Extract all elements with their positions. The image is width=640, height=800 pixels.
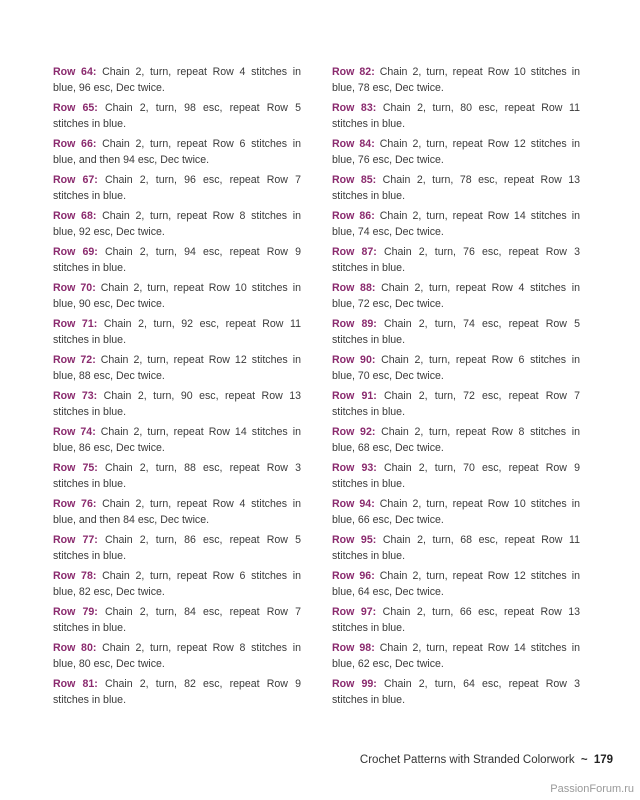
row-instruction [332, 208, 580, 240]
row-label: Row 72: [53, 354, 96, 366]
row-text: Chain 2, turn, 90 esc, repeat Row 13 stitches in blue. [53, 390, 302, 418]
right-column [332, 64, 580, 712]
row-text: Chain 2, turn, repeat Row 4 stitches in blue, and then 84 esc, Dec twice. [53, 498, 301, 526]
row-text: Chain 2, turn, repeat Row 6 stitches in blue, 70 esc, Dec twice. [332, 354, 580, 382]
row-instruction [332, 244, 580, 276]
row-text: Chain 2, turn, repeat Row 10 stitches in blue, 78 esc, Dec twice. [332, 66, 580, 94]
row-label: Row 65: [53, 102, 98, 114]
row-text: Chain 2, turn, 74 esc, repeat Row 5 stitches in blue. [332, 318, 580, 346]
row-text: Chain 2, turn, repeat Row 8 stitches in blue, 68 esc, Dec twice. [332, 426, 580, 454]
row-label: Row 88: [332, 282, 376, 294]
row-instruction [53, 352, 301, 384]
row-label: Row 74: [53, 426, 96, 438]
row-text: Chain 2, turn, repeat Row 14 stitches in blue, 74 esc, Dec twice. [332, 210, 580, 238]
row-text: Chain 2, turn, 76 esc, repeat Row 3 stitches in blue. [332, 246, 580, 274]
row-instruction [53, 172, 301, 204]
row-text: Chain 2, turn, repeat Row 10 stitches in blue, 66 esc, Dec twice. [332, 498, 580, 526]
row-instruction [53, 676, 301, 708]
row-label: Row 80: [53, 642, 97, 654]
row-instruction [53, 604, 301, 636]
row-text: Chain 2, turn, 80 esc, repeat Row 11 stitches in blue. [332, 102, 580, 130]
row-label: Row 86: [332, 210, 375, 222]
book-title: Crochet Patterns with Stranded Colorwork [359, 754, 575, 766]
row-text: Chain 2, turn, repeat Row 6 stitches in blue, and then 94 esc, Dec twice. [53, 138, 301, 166]
row-label: Row 90: [332, 354, 376, 366]
row-label: Row 82: [332, 66, 375, 78]
row-text: Chain 2, turn, 82 esc, repeat Row 9 stitches in blue. [53, 678, 301, 706]
row-instruction [332, 352, 580, 384]
row-text: Chain 2, turn, repeat Row 8 stitches in blue, 80 esc, Dec twice. [53, 642, 301, 670]
watermark: PassionForum.ru [550, 783, 634, 795]
row-instruction [53, 496, 301, 528]
row-label: Row 93: [332, 462, 377, 474]
row-instruction [53, 316, 301, 348]
row-instruction [53, 100, 301, 132]
row-label: Row 71: [53, 318, 98, 330]
left-column [53, 64, 301, 712]
row-instruction [53, 136, 301, 168]
row-instruction [332, 172, 580, 204]
page-footer [360, 754, 613, 766]
row-instruction [53, 388, 301, 420]
row-instruction [332, 280, 580, 312]
row-label: Row 77: [53, 534, 98, 546]
row-text: Chain 2, turn, repeat Row 4 stitches in blue, 72 esc, Dec twice. [332, 282, 580, 310]
row-instruction [53, 244, 301, 276]
row-instruction [332, 496, 580, 528]
row-instruction [53, 280, 301, 312]
row-text: Chain 2, turn, repeat Row 14 stitches in blue, 62 esc, Dec twice. [332, 642, 580, 670]
page-number: 179 [593, 754, 613, 766]
row-text: Chain 2, turn, repeat Row 12 stitches in blue, 76 esc, Dec twice. [332, 138, 580, 166]
row-instruction [332, 100, 580, 132]
row-instruction [332, 568, 580, 600]
row-label: Row 98: [332, 642, 375, 654]
row-label: Row 83: [332, 102, 377, 114]
row-label: Row 96: [332, 570, 375, 582]
row-label: Row 97: [332, 606, 377, 618]
row-instruction [332, 604, 580, 636]
row-text: Chain 2, turn, repeat Row 12 stitches in blue, 88 esc, Dec twice. [53, 354, 301, 382]
row-text: Chain 2, turn, 88 esc, repeat Row 3 stitches in blue. [53, 462, 301, 490]
row-text: Chain 2, turn, 86 esc, repeat Row 5 stitches in blue. [53, 534, 301, 562]
row-text: Chain 2, turn, repeat Row 10 stitches in blue, 90 esc, Dec twice. [53, 282, 301, 310]
row-instruction [332, 460, 580, 492]
row-text: Chain 2, turn, 98 esc, repeat Row 5 stitches in blue. [53, 102, 301, 130]
row-instruction [332, 136, 580, 168]
row-text: Chain 2, turn, 66 esc, repeat Row 13 stitches in blue. [332, 606, 581, 634]
row-label: Row 69: [53, 246, 98, 258]
row-label: Row 85: [332, 174, 377, 186]
row-instruction [53, 532, 301, 564]
row-text: Chain 2, turn, repeat Row 14 stitches in blue, 86 esc, Dec twice. [53, 426, 301, 454]
row-label: Row 99: [332, 678, 377, 690]
row-label: Row 84: [332, 138, 375, 150]
row-label: Row 66: [53, 138, 97, 150]
row-instruction [332, 676, 580, 708]
row-label: Row 87: [332, 246, 377, 258]
row-instruction [53, 568, 301, 600]
row-instruction [332, 532, 580, 564]
row-label: Row 73: [53, 390, 98, 402]
row-instruction [53, 640, 301, 672]
row-label: Row 76: [53, 498, 97, 510]
row-text: Chain 2, turn, repeat Row 12 stitches in blue, 64 esc, Dec twice. [332, 570, 580, 598]
footer-separator: ~ [580, 754, 588, 766]
row-text: Chain 2, turn, repeat Row 8 stitches in blue, 92 esc, Dec twice. [53, 210, 301, 238]
row-label: Row 67: [53, 174, 98, 186]
row-instruction [53, 64, 301, 96]
row-instruction [53, 208, 301, 240]
row-text: Chain 2, turn, 68 esc, repeat Row 11 stitches in blue. [332, 534, 580, 562]
row-instruction [332, 64, 580, 96]
row-instruction [332, 316, 580, 348]
row-label: Row 94: [332, 498, 375, 510]
row-text: Chain 2, turn, 92 esc, repeat Row 11 stitches in blue. [53, 318, 301, 346]
row-text: Chain 2, turn, repeat Row 6 stitches in blue, 82 esc, Dec twice. [53, 570, 301, 598]
row-text: Chain 2, turn, 78 esc, repeat Row 13 stitches in blue. [332, 174, 581, 202]
row-text: Chain 2, turn, repeat Row 4 stitches in blue, 96 esc, Dec twice. [53, 66, 301, 94]
row-text: Chain 2, turn, 94 esc, repeat Row 9 stitches in blue. [53, 246, 301, 274]
row-label: Row 75: [53, 462, 98, 474]
row-label: Row 81: [53, 678, 98, 690]
row-label: Row 70: [53, 282, 96, 294]
row-label: Row 91: [332, 390, 377, 402]
row-instruction [53, 460, 301, 492]
row-text: Chain 2, turn, 84 esc, repeat Row 7 stitches in blue. [53, 606, 301, 634]
row-instruction [53, 424, 301, 456]
row-label: Row 79: [53, 606, 98, 618]
row-text: Chain 2, turn, 70 esc, repeat Row 9 stitches in blue. [332, 462, 580, 490]
row-text: Chain 2, turn, 96 esc, repeat Row 7 stitches in blue. [53, 174, 301, 202]
row-label: Row 78: [53, 570, 97, 582]
row-label: Row 68: [53, 210, 97, 222]
row-instruction [332, 640, 580, 672]
row-label: Row 89: [332, 318, 377, 330]
row-label: Row 64: [53, 66, 97, 78]
row-instruction [332, 388, 580, 420]
row-text: Chain 2, turn, 64 esc, repeat Row 3 stitches in blue. [332, 678, 580, 706]
row-text: Chain 2, turn, 72 esc, repeat Row 7 stitches in blue. [332, 390, 580, 418]
row-instruction [332, 424, 580, 456]
row-label: Row 95: [332, 534, 377, 546]
row-label: Row 92: [332, 426, 376, 438]
